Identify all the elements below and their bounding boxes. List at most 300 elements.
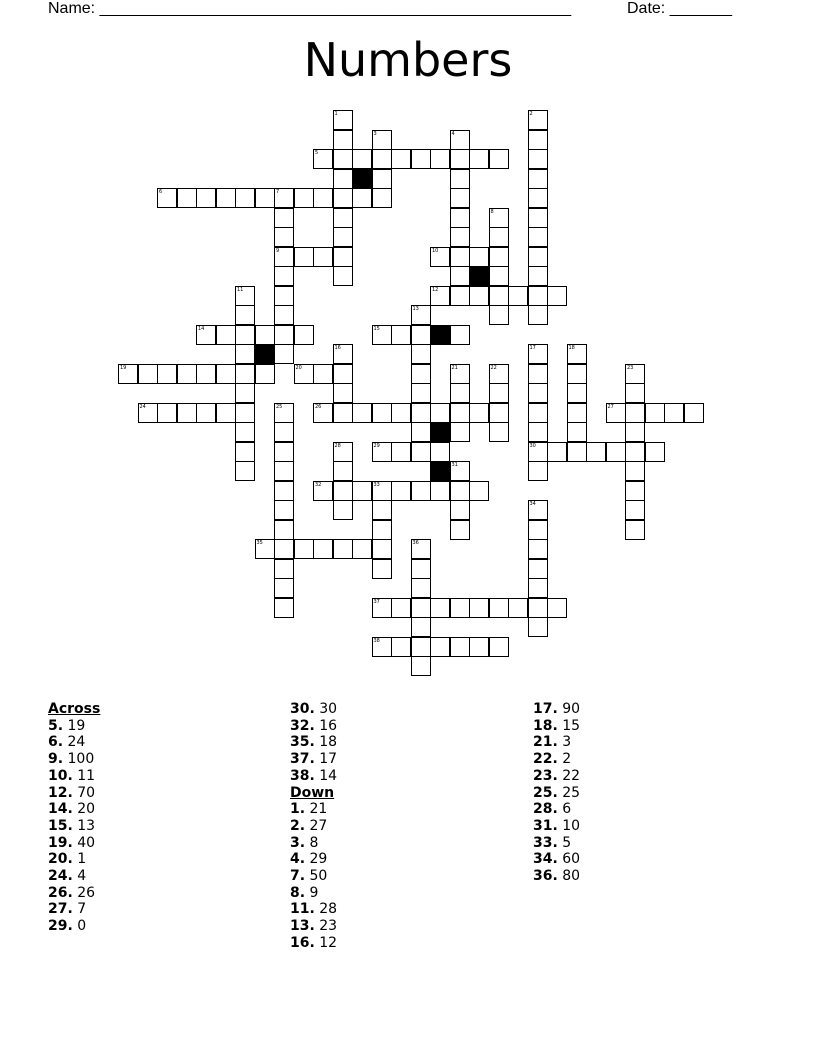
grid-cell[interactable]: [391, 325, 411, 345]
clue-number: 1: [334, 111, 338, 117]
clue-number: 9: [276, 247, 280, 254]
grid-cell[interactable]: [606, 442, 626, 462]
grid-cell[interactable]: [411, 637, 431, 657]
clue-item-text: 7: [72, 901, 87, 918]
grid-cell[interactable]: [469, 247, 489, 267]
grid-cell[interactable]: [372, 481, 392, 501]
grid-cell[interactable]: [274, 344, 294, 364]
grid-cell[interactable]: [547, 286, 567, 306]
grid-cell[interactable]: [411, 617, 431, 637]
grid-cell[interactable]: [333, 461, 353, 481]
grid-cell[interactable]: [567, 442, 587, 462]
grid-cell[interactable]: [216, 188, 236, 208]
grid-cell[interactable]: [333, 539, 353, 559]
clue-item: [48, 785, 100, 802]
grid-cell[interactable]: [372, 130, 392, 150]
grid-cell[interactable]: [450, 130, 470, 150]
grid-cell[interactable]: [489, 149, 509, 169]
grid-cell[interactable]: [372, 500, 392, 520]
clue-number: 5: [315, 150, 319, 156]
grid-cell[interactable]: [450, 149, 470, 169]
grid-cell[interactable]: [489, 383, 509, 403]
grid-cell[interactable]: [625, 403, 645, 423]
grid-cell[interactable]: [274, 578, 294, 598]
grid-cell[interactable]: [216, 325, 236, 345]
clue-item-text: 30: [314, 701, 338, 717]
grid-cell[interactable]: [450, 247, 470, 267]
grid-cell[interactable]: [489, 227, 509, 247]
clue-column-1: [48, 701, 100, 935]
grid-cell[interactable]: [645, 403, 665, 423]
grid-cell[interactable]: [411, 481, 431, 501]
grid-cell[interactable]: [567, 364, 587, 384]
grid-cell[interactable]: [528, 578, 548, 598]
grid-cell[interactable]: [372, 598, 392, 618]
clue-number: 18: [568, 345, 575, 351]
grid-cell[interactable]: [333, 149, 353, 169]
grid-cell[interactable]: [313, 247, 333, 267]
grid-cell[interactable]: [333, 403, 353, 423]
grid-cell[interactable]: [333, 227, 353, 247]
clue-item-number: 22.: [533, 751, 558, 768]
clue-item-text: 16: [314, 717, 338, 734]
grid-cell[interactable]: [274, 305, 294, 325]
grid-cell[interactable]: [528, 539, 548, 559]
grid-cell[interactable]: [528, 500, 548, 520]
grid-cell[interactable]: [274, 247, 294, 267]
grid-cell[interactable]: [625, 442, 645, 462]
clue-item: [290, 935, 337, 952]
grid-cell[interactable]: [450, 422, 470, 442]
grid-cell[interactable]: [274, 481, 294, 501]
grid-cell[interactable]: [489, 208, 509, 228]
grid-cell[interactable]: [411, 442, 431, 462]
clue-number: 35: [256, 540, 263, 546]
grid-cell[interactable]: [469, 598, 489, 618]
clue-item-text: 11: [72, 767, 96, 784]
grid-cell[interactable]: [645, 442, 665, 462]
grid-cell[interactable]: [528, 286, 548, 306]
clue-number: 4: [451, 130, 455, 137]
grid-cell[interactable]: [294, 364, 314, 384]
clue-number: 13: [412, 306, 419, 312]
grid-cell[interactable]: [450, 598, 470, 618]
grid-cell[interactable]: [274, 461, 294, 481]
clue-item-text: 50: [305, 868, 328, 885]
grid-cell[interactable]: [216, 403, 236, 423]
grid-cell[interactable]: [450, 403, 470, 423]
clue-number: 17: [529, 345, 536, 351]
grid-cell[interactable]: [489, 403, 509, 423]
grid-cell[interactable]: [274, 520, 294, 540]
grid-cell[interactable]: [235, 383, 255, 403]
grid-cell[interactable]: [489, 598, 509, 618]
grid-cell[interactable]: [391, 149, 411, 169]
grid-cell[interactable]: [528, 422, 548, 442]
clue-number: 22: [490, 364, 497, 371]
grid-cell[interactable]: [684, 403, 704, 423]
grid-cell[interactable]: [372, 403, 392, 423]
clue-item-text: 29: [305, 851, 328, 868]
clue-number: 10: [432, 247, 439, 254]
grid-cell[interactable]: [333, 208, 353, 228]
grid-cell[interactable]: [391, 442, 411, 462]
clue-item-number: 29.: [48, 918, 73, 935]
grid-cell[interactable]: [489, 422, 509, 442]
grid-cell[interactable]: [255, 364, 275, 384]
grid-cell[interactable]: [372, 637, 392, 657]
grid-cell[interactable]: [528, 520, 548, 540]
grid-cell[interactable]: [528, 208, 548, 228]
grid-cell[interactable]: [528, 442, 548, 462]
grid-cell[interactable]: [255, 539, 275, 559]
clue-item-number: 5.: [48, 717, 64, 734]
grid-cell[interactable]: [391, 598, 411, 618]
clue-number: 27: [607, 403, 614, 410]
clue-item: [48, 885, 100, 902]
grid-cell[interactable]: [606, 403, 626, 423]
clue-item-text: 9: [305, 884, 319, 901]
clue-item-number: 14.: [48, 801, 73, 818]
grid-cell[interactable]: [313, 403, 333, 423]
grid-cell[interactable]: [274, 559, 294, 579]
grid-cell[interactable]: [411, 364, 431, 384]
clue-item-text: 14: [314, 767, 338, 784]
grid-cell[interactable]: [625, 520, 645, 540]
grid-cell[interactable]: [411, 383, 431, 403]
grid-cell[interactable]: [625, 500, 645, 520]
grid-cell[interactable]: [274, 500, 294, 520]
grid-cell[interactable]: [235, 442, 255, 462]
grid-cell[interactable]: [372, 188, 392, 208]
grid-cell[interactable]: [235, 344, 255, 364]
grid-cell[interactable]: [235, 305, 255, 325]
clue-item-number: 31.: [533, 817, 558, 834]
clue-item-text: 8: [305, 834, 319, 851]
grid-cell[interactable]: [352, 149, 372, 169]
grid-cell[interactable]: [274, 286, 294, 306]
grid-cell[interactable]: [489, 637, 509, 657]
clue-item-number: 23.: [533, 767, 558, 784]
grid-cell[interactable]: [430, 247, 450, 267]
grid-cell[interactable]: [313, 364, 333, 384]
grid-cell[interactable]: [528, 598, 548, 618]
clue-number: 24: [139, 403, 146, 410]
clue-item-text: 23: [314, 918, 338, 935]
grid-cell[interactable]: [196, 325, 216, 345]
grid-cell[interactable]: [430, 286, 450, 306]
grid-cell[interactable]: [313, 481, 333, 501]
grid-cell[interactable]: [450, 325, 470, 345]
grid-cell[interactable]: [255, 188, 275, 208]
grid-cell[interactable]: [372, 559, 392, 579]
grid-cell[interactable]: [489, 305, 509, 325]
grid-cell[interactable]: [333, 169, 353, 189]
grid-cell[interactable]: [391, 637, 411, 657]
clue-item: [290, 851, 337, 868]
grid-cell[interactable]: [528, 344, 548, 364]
grid-cell[interactable]: [450, 637, 470, 657]
grid-cell[interactable]: [235, 461, 255, 481]
grid-cell[interactable]: [333, 442, 353, 462]
grid-cell[interactable]: [235, 364, 255, 384]
grid-cell[interactable]: [352, 403, 372, 423]
grid-cell[interactable]: [411, 403, 431, 423]
grid-cell[interactable]: [430, 481, 450, 501]
grid-cell[interactable]: [528, 149, 548, 169]
clue-item: [48, 801, 100, 818]
grid-cell[interactable]: [372, 442, 392, 462]
grid-cell[interactable]: [469, 149, 489, 169]
grid-cell[interactable]: [118, 364, 138, 384]
clue-number: 20: [295, 364, 302, 371]
clue-item-number: 36.: [533, 868, 558, 885]
grid-cell[interactable]: [625, 481, 645, 501]
grid-cell[interactable]: [177, 188, 197, 208]
grid-cell[interactable]: [450, 383, 470, 403]
grid-cell[interactable]: [372, 539, 392, 559]
clue-number: 37: [373, 598, 380, 605]
grid-cell[interactable]: [528, 305, 548, 325]
grid-cell[interactable]: [528, 559, 548, 579]
grid-cell[interactable]: [528, 266, 548, 286]
grid-cell[interactable]: [274, 266, 294, 286]
grid-cell[interactable]: [528, 247, 548, 267]
grid-cell[interactable]: [528, 461, 548, 481]
grid-cell[interactable]: [411, 149, 431, 169]
clue-item-number: 17.: [533, 701, 558, 717]
clue-item-number: 16.: [290, 934, 315, 951]
grid-cell[interactable]: [333, 247, 353, 267]
grid-cell[interactable]: [235, 188, 255, 208]
clue-item-number: 33.: [533, 834, 558, 851]
clue-number: 29: [373, 442, 380, 449]
grid-block: [430, 461, 450, 481]
grid-cell[interactable]: [294, 188, 314, 208]
clue-item: [533, 851, 580, 868]
grid-cell[interactable]: [528, 169, 548, 189]
grid-cell[interactable]: [450, 266, 470, 286]
grid-cell[interactable]: [469, 403, 489, 423]
clue-item: [290, 734, 337, 751]
clue-item: [533, 751, 580, 768]
clue-number: 21: [451, 364, 458, 371]
clue-item-number: 18.: [533, 717, 558, 734]
grid-cell[interactable]: [333, 383, 353, 403]
grid-cell[interactable]: [528, 383, 548, 403]
grid-cell[interactable]: [157, 188, 177, 208]
grid-cell[interactable]: [333, 364, 353, 384]
grid-cell[interactable]: [411, 305, 431, 325]
clue-item: [290, 885, 337, 902]
grid-cell[interactable]: [177, 364, 197, 384]
clue-item-number: 34.: [533, 851, 558, 868]
grid-cell[interactable]: [216, 364, 236, 384]
grid-cell[interactable]: [625, 422, 645, 442]
grid-cell[interactable]: [333, 344, 353, 364]
grid-cell[interactable]: [372, 520, 392, 540]
grid-cell[interactable]: [411, 325, 431, 345]
grid-cell[interactable]: [196, 403, 216, 423]
grid-cell[interactable]: [333, 130, 353, 150]
clue-item: [533, 801, 580, 818]
grid-cell[interactable]: [489, 266, 509, 286]
grid-cell[interactable]: [508, 286, 528, 306]
grid-cell[interactable]: [274, 598, 294, 618]
grid-cell[interactable]: [450, 520, 470, 540]
grid-cell[interactable]: [469, 637, 489, 657]
grid-cell[interactable]: [235, 422, 255, 442]
grid-cell[interactable]: [450, 461, 470, 481]
grid-cell[interactable]: [430, 403, 450, 423]
clue-item-number: 15.: [48, 817, 73, 834]
grid-cell[interactable]: [430, 149, 450, 169]
grid-cell[interactable]: [489, 286, 509, 306]
clue-item-number: 19.: [48, 834, 73, 851]
grid-cell[interactable]: [450, 169, 470, 189]
grid-cell[interactable]: [528, 403, 548, 423]
clue-item-text: 12: [314, 934, 338, 951]
grid-cell[interactable]: [372, 149, 392, 169]
grid-cell[interactable]: [450, 208, 470, 228]
clue-item: [290, 718, 337, 735]
clue-number: 19: [120, 364, 127, 371]
grid-cell[interactable]: [430, 442, 450, 462]
grid-cell[interactable]: [567, 403, 587, 423]
grid-cell[interactable]: [313, 188, 333, 208]
grid-cell[interactable]: [333, 188, 353, 208]
grid-cell[interactable]: [411, 598, 431, 618]
clue-item: [48, 718, 100, 735]
grid-cell[interactable]: [391, 481, 411, 501]
grid-cell[interactable]: [411, 344, 431, 364]
clue-item: [48, 818, 100, 835]
grid-cell[interactable]: [469, 481, 489, 501]
clue-number: 2: [529, 111, 533, 117]
grid-cell[interactable]: [333, 481, 353, 501]
grid-cell[interactable]: [372, 325, 392, 345]
grid-cell[interactable]: [235, 325, 255, 345]
grid-cell[interactable]: [177, 403, 197, 423]
grid-cell[interactable]: [274, 325, 294, 345]
grid-cell[interactable]: [450, 364, 470, 384]
grid-cell[interactable]: [274, 188, 294, 208]
grid-cell[interactable]: [333, 110, 353, 130]
grid-cell[interactable]: [294, 539, 314, 559]
grid-cell[interactable]: [450, 481, 470, 501]
clue-item: [290, 868, 337, 885]
grid-cell[interactable]: [274, 422, 294, 442]
grid-cell[interactable]: [528, 364, 548, 384]
clue-item-number: 28.: [533, 801, 558, 818]
grid-cell[interactable]: [157, 364, 177, 384]
grid-cell[interactable]: [274, 208, 294, 228]
clue-item-number: 1.: [290, 801, 306, 818]
clue-number: 36: [412, 540, 419, 546]
grid-cell[interactable]: [567, 344, 587, 364]
grid-cell[interactable]: [528, 110, 548, 130]
grid-cell[interactable]: [567, 383, 587, 403]
page-title: Numbers: [303, 33, 513, 87]
grid-cell[interactable]: [625, 383, 645, 403]
clue-item-text: 18: [314, 734, 338, 751]
grid-cell[interactable]: [157, 403, 177, 423]
grid-cell[interactable]: [274, 539, 294, 559]
grid-cell[interactable]: [333, 500, 353, 520]
clue-number: 3: [373, 130, 377, 137]
grid-cell[interactable]: [274, 227, 294, 247]
grid-cell[interactable]: [333, 266, 353, 286]
grid-cell[interactable]: [274, 403, 294, 423]
grid-cell[interactable]: [196, 364, 216, 384]
grid-cell[interactable]: [411, 656, 431, 676]
clue-number: 8: [490, 208, 494, 215]
clue-number: 14: [198, 325, 205, 332]
clue-item: [533, 868, 580, 885]
grid-cell[interactable]: [489, 364, 509, 384]
grid-cell[interactable]: [411, 559, 431, 579]
grid-cell[interactable]: [547, 442, 567, 462]
grid-cell[interactable]: [391, 403, 411, 423]
grid-cell[interactable]: [586, 442, 606, 462]
grid-cell[interactable]: [625, 461, 645, 481]
grid-cell[interactable]: [508, 598, 528, 618]
grid-cell[interactable]: [294, 247, 314, 267]
clue-item: [48, 734, 100, 751]
grid-cell[interactable]: [469, 286, 489, 306]
clue-item-text: 10: [557, 817, 581, 834]
clue-item-number: 8.: [290, 884, 306, 901]
grid-cell[interactable]: [274, 442, 294, 462]
grid-cell[interactable]: [313, 149, 333, 169]
grid-cell[interactable]: [450, 188, 470, 208]
grid-cell[interactable]: [235, 403, 255, 423]
grid-cell[interactable]: [450, 500, 470, 520]
grid-cell[interactable]: [372, 169, 392, 189]
grid-cell[interactable]: [450, 286, 470, 306]
grid-cell[interactable]: [528, 130, 548, 150]
grid-cell[interactable]: [567, 422, 587, 442]
grid-cell[interactable]: [528, 188, 548, 208]
grid-cell[interactable]: [528, 227, 548, 247]
grid-cell[interactable]: [352, 539, 372, 559]
grid-cell[interactable]: [528, 617, 548, 637]
grid-cell[interactable]: [313, 539, 333, 559]
grid-cell[interactable]: [294, 325, 314, 345]
grid-cell[interactable]: [138, 364, 158, 384]
grid-cell[interactable]: [411, 422, 431, 442]
grid-cell[interactable]: [450, 227, 470, 247]
grid-cell[interactable]: [235, 286, 255, 306]
grid-cell[interactable]: [255, 325, 275, 345]
grid-cell[interactable]: [352, 188, 372, 208]
clue-item-number: 38.: [290, 767, 315, 784]
grid-cell[interactable]: [138, 403, 158, 423]
clue-item: [533, 701, 580, 718]
grid-cell[interactable]: [430, 598, 450, 618]
grid-cell[interactable]: [547, 598, 567, 618]
grid-cell[interactable]: [430, 637, 450, 657]
grid-cell[interactable]: [625, 364, 645, 384]
grid-cell[interactable]: [411, 539, 431, 559]
grid-cell[interactable]: [411, 578, 431, 598]
grid-cell[interactable]: [352, 481, 372, 501]
grid-cell[interactable]: [664, 403, 684, 423]
clue-item-number: 10.: [48, 767, 73, 784]
grid-cell[interactable]: [196, 188, 216, 208]
clue-item-text: 28: [314, 901, 338, 918]
grid-cell[interactable]: [489, 247, 509, 267]
